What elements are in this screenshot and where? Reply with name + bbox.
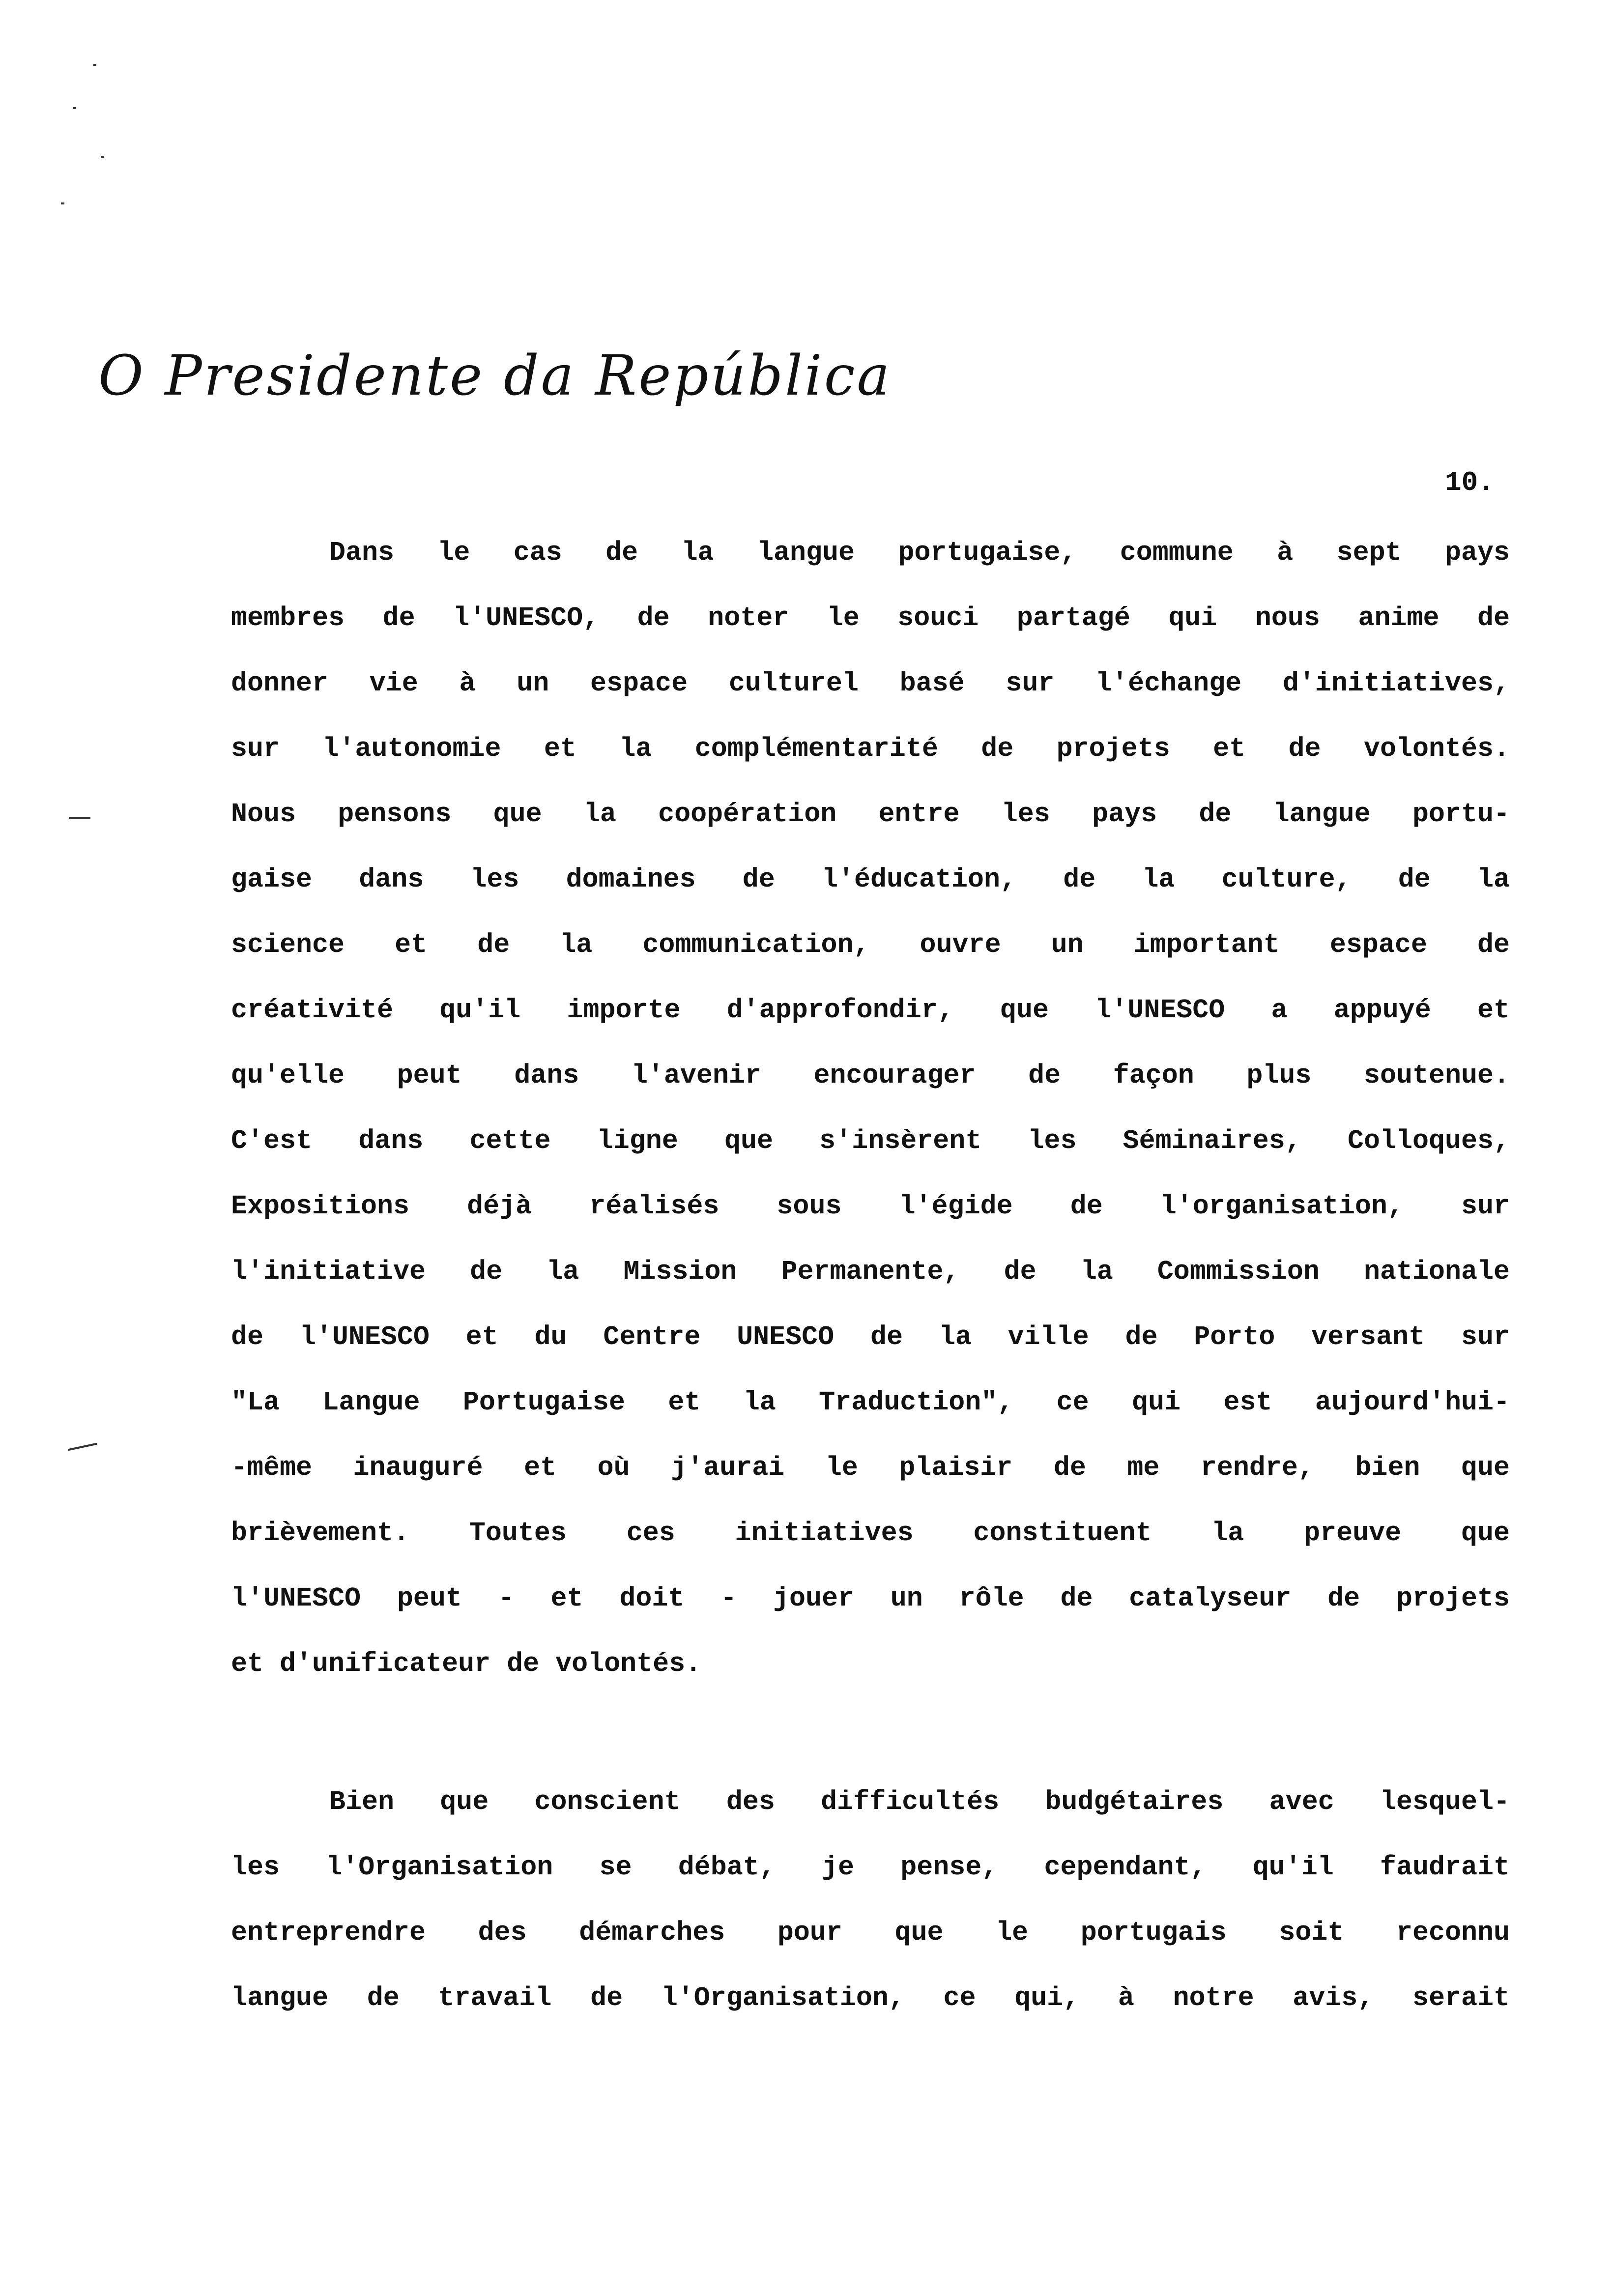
text-line: de l'UNESCO et du Centre UNESCO de la ville de Porto versant sur [231, 1321, 1510, 1352]
scan-mark [69, 817, 90, 819]
text-line: "La Langue Portugaise et la Traduction", ce qui est aujourd'hui- [231, 1387, 1510, 1418]
text-line: Nous pensons que la coopération entre les pays de langue portu- [231, 799, 1510, 830]
text-line: créativité qu'il importe d'approfondir, que l'UNESCO a appuyé et [231, 995, 1510, 1026]
text-line: brièvement. Toutes ces initiatives constituent la preuve que [231, 1518, 1510, 1549]
scan-mark [73, 107, 76, 109]
text-line: gaise dans les domaines de l'éducation, de la culture, de la [231, 864, 1510, 895]
text-line: et d'unificateur de volontés. [231, 1648, 702, 1679]
paragraph [231, 520, 1510, 1696]
text-line: qu'elle peut dans l'avenir encourager de façon plus soutenue. [231, 1060, 1510, 1091]
scan-mark [61, 202, 64, 204]
text-line: les l'Organisation se débat, je pense, cependant, qu'il faudrait [231, 1852, 1510, 1883]
text-line: entreprendre des démarches pour que le portugais soit reconnu [231, 1917, 1510, 1948]
text-line: C'est dans cette ligne que s'insèrent les Séminaires, Colloques, [231, 1125, 1510, 1156]
scan-mark [101, 156, 104, 158]
text-line: Expositions déjà réalisés sous l'égide de l'organisation, sur [231, 1191, 1510, 1222]
letterhead: O Presidente da República [98, 344, 892, 408]
text-line: Bien que conscient des difficultés budgétaires avec lesquel- [329, 1786, 1510, 1817]
scan-mark [68, 1443, 97, 1451]
text-line: -même inauguré et où j'aurai le plaisir de me rendre, bien que [231, 1452, 1510, 1483]
paragraph [231, 1769, 1510, 2031]
text-line: l'initiative de la Mission Permanente, de la Commission nationale [231, 1256, 1510, 1287]
text-line: science et de la communication, ouvre un important espace de [231, 929, 1510, 960]
text-line: Dans le cas de la langue portugaise, commune à sept pays [329, 537, 1510, 568]
text-line: membres de l'UNESCO, de noter le souci partagé qui nous anime de [231, 603, 1510, 633]
scan-mark [93, 64, 96, 66]
page-number: 10. [1445, 467, 1495, 498]
text-line: sur l'autonomie et la complémentarité de projets et de volontés. [231, 733, 1510, 764]
text-line: l'UNESCO peut - et doit - jouer un rôle de catalyseur de projets [231, 1583, 1510, 1614]
text-line: donner vie à un espace culturel basé sur l'échange d'initiatives, [231, 668, 1510, 699]
text-line: langue de travail de l'Organisation, ce qui, à notre avis, serait [231, 1982, 1510, 2013]
